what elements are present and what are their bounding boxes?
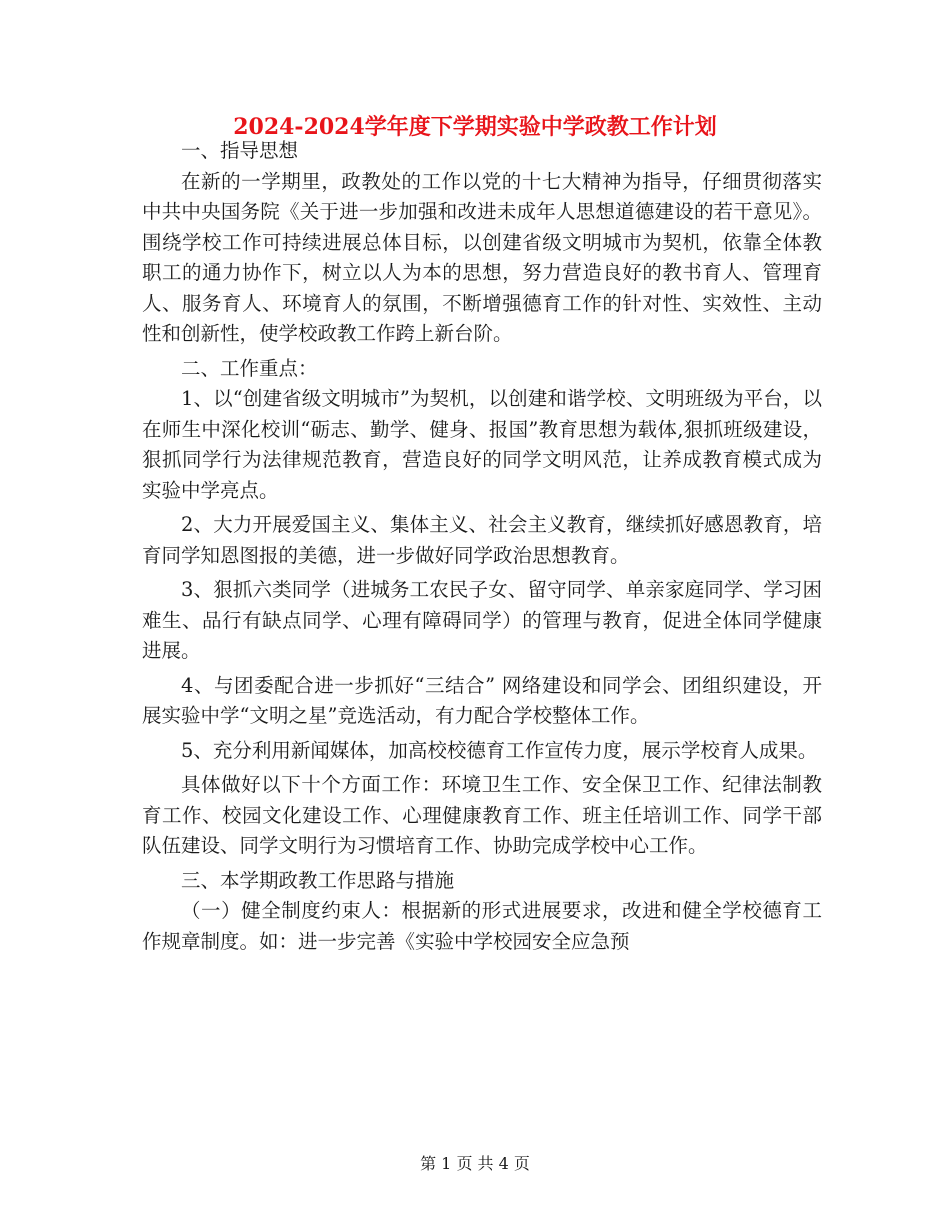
paragraph-measure-1: （一）健全制度约束人：根据新的形式进展要求，改进和健全学校德育工作规章制度。如：进一步完善《实验中学校园安全应急预 <box>142 899 822 953</box>
paragraph-focus-5: 5、充分利用新闻媒体，加高校校德育工作宣传力度，展示学校育人成果。 <box>181 738 818 762</box>
paragraph-ten-aspects: 具体做好以下十个方面工作：环境卫生工作、安全保卫工作、纪律法制教育工作、校园文化建设工作、心理健康教育工作、班主任培训工作、同学干部队伍建设、同学文明行为习惯培育工作、协助完成学校中心工作。 <box>142 773 822 857</box>
paragraph-focus-2: 2、大力开展爱国主义、集体主义、社会主义教育，继续抓好感恩教育，培育同学知恩图报的美德，进一步做好同学政治思想教育。 <box>142 513 822 567</box>
document-body <box>142 136 822 957</box>
paragraph-guiding-ideology: 在新的一学期里，政教处的工作以党的十七大精神为指导，仔细贯彻落实中共中央国务院《关于进一步加强和改进未成年人思想道德建设的若干意见》。围绕学校工作可持续进展总体目标，以创建省级文明城市为契机，依靠全体教职工的通力协作下，树立以人为本的思想，努力营造良好的教书育人、管理育人、服务育人、环境育人的氛围，不断增强德育工作的针对性、实效性、主动性和创新性，使学校政教工作跨上新台阶。 <box>142 169 822 345</box>
section-heading-measures: 三、本学期政教工作思路与措施 <box>181 868 455 892</box>
document-title: 2024-2024学年度下学期实验中学政教工作计划 <box>233 114 717 140</box>
paragraph-focus-3: 3、狠抓六类同学（进城务工农民子女、留守同学、单亲家庭同学、学习困难生、品行有缺点同学、心理有障碍同学）的管理与教育，促进全体同学健康进展。 <box>142 578 822 662</box>
section-heading-work-focus: 二、工作重点： <box>181 356 318 380</box>
page-number-footer: 第 1 页 共 4 页 <box>420 1154 530 1173</box>
paragraph-focus-4: 4、与团委配合进一步抓好“三结合” 网络建设和同学会、团组织建设，开展实验中学“文明之星”竞选活动，有力配合学校整体工作。 <box>142 673 822 727</box>
paragraph-focus-1: 1、以“创建省级文明城市”为契机，以创建和谐学校、文明班级为平台，以在师生中深化校训“砺志、勤学、健身、报国”教育思想为载体,狠抓班级建设，狠抓同学行为法律规范教育，营造良好的同学文明风范，让养成教育模式成为实验中学亮点。 <box>142 387 822 502</box>
section-heading-guiding-ideology: 一、指导思想 <box>181 139 299 162</box>
